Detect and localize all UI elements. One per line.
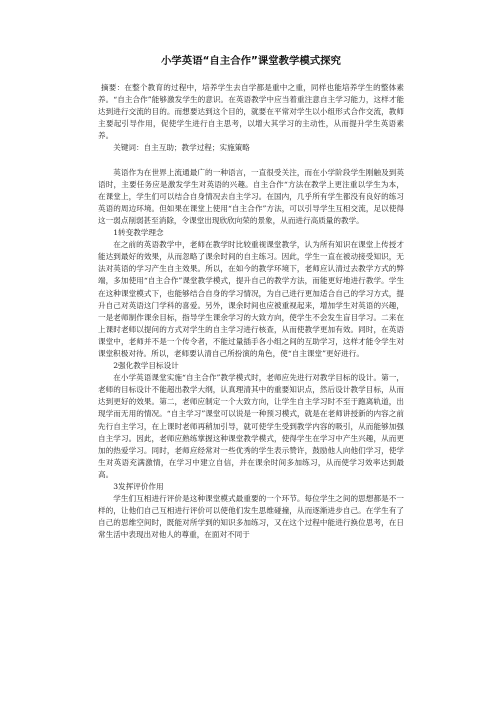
paper-title: 小学英语“自主合作”课堂教学模式探究 bbox=[161, 55, 341, 67]
abstract-paragraph: 摘要：在整个教育的过程中，培养学生去自学都是重中之重，同样也能培养学生的整体素养。“自主合作”能够激发学生的意识。在英语教学中应当着重注意自主学习能力，这样才能达到进行交流的目的。而想要达到这个目的，就要在平常对学生以小组形式合作交流，教师主要起引导作用，促使学生进行自主思考，以增大其学习的主动性，从而提升学生英语素养。 bbox=[98, 83, 404, 141]
intro-paragraph: 英语作为在世界上流通最广的一种语言，一直很受关注，而在小学阶段学生刚触及到英语时，主要任务应是激发学生对英语的兴趣。自主合作“方法在教学上更注重以学生为本，在课堂上，学生们可以结合自身情况去自主学习。在国内，几乎所有学生都没有良好的练习英语的周边环境。但如果在课堂上使用“自主合作”方法，可以引导学生互相交流，足以使得这一弱点削弱甚至消除，令课堂出现欣欣向荣的景象，从而进行高质量的教学。 bbox=[98, 167, 404, 225]
section-heading-1: 1转变教学理念 bbox=[113, 228, 164, 238]
section-body-1: 在之前的英语教学中，老师在教学时比较重视课堂教学，认为所有知识在课堂上传授才能达到最好的效果，从而忽略了课余时间的自主练习。因此，学生一直在被动接受知识，无法对英语的学习产生自主效果。所以，在如今的教学环境下，老师应认清过去教学方式的弊端，多加使用“自主合作”课堂教学模式，提升自己的教学方法，而能更好地进行教学。学生在这种课堂模式下，也能够结合自身的学习情况，为自己进行更加适合自己的学习方式，提升自己对英语这门学科的喜爱。另外，课余时间也应被重视起来，增加学生对英语的兴趣，一是老师制作课余目标，指导学生课余学习的大致方向，使学生不会发生盲目学习。二来在上课时老师以提问的方式对学生的自主学习进行核查，从而使教学更加有效。同时，在英语课堂中，老师并不是一个传令者，不能过量插手各小组之间的互助学习，这样才能令学生对课堂积极对待。所以，老师要认清自己所扮演的角色，使“自主课堂”更好进行。 bbox=[98, 240, 404, 358]
section-heading-3: 3发挥评价作用 bbox=[113, 482, 164, 491]
section-body-2: 在小学英语课堂实施“自主合作”教学模式时，老师应先进行对教学目标的设计。第一，老师的目标设计不能超出教学大纲，认真理清其中的重要知识点，然后设计教学目标，从而达到更好的效果。第二，老师应制定一个大致方向，让学生自主学习时不至于跑离轨道，出现学而无用的情况。“自主学习”课堂可以说是一种预习模式，就是在老师讲授新的内容之前先行自主学习，在上课时老师再稍加引导，就可使学生受到教学内容的吸引，从而能够加强自主学习。因此，老师应熟练掌握这种课堂教学模式，使得学生在学习中产生兴趣，从而更加的热爱学习。同时，老师应经常对一些优秀的学生表示赞许，鼓励他人向他们学习，使学生对英语充满激情，在学习中建立自信，并在课余时间多加练习，从而使学习效率达到最高。 bbox=[98, 373, 404, 479]
section-body-3: 学生们互相进行评价是这种课堂模式最重要的一个环节。每位学生之间的思想都是不一样的，让他们自己互相进行评价可以使他们发生思维碰撞，从而逐渐进步自己。在学生有了自己的思维空间时，既能对所学到的知识多加练习，又在这个过程中能进行换位思考，在日常生活中表现出对他人的尊重，在面对不同于 bbox=[98, 494, 404, 540]
section-heading-2: 2强化教学目标设计 bbox=[113, 361, 179, 371]
keywords-line: 关键词：自主互助；教学过程；实施策略 bbox=[113, 143, 250, 153]
